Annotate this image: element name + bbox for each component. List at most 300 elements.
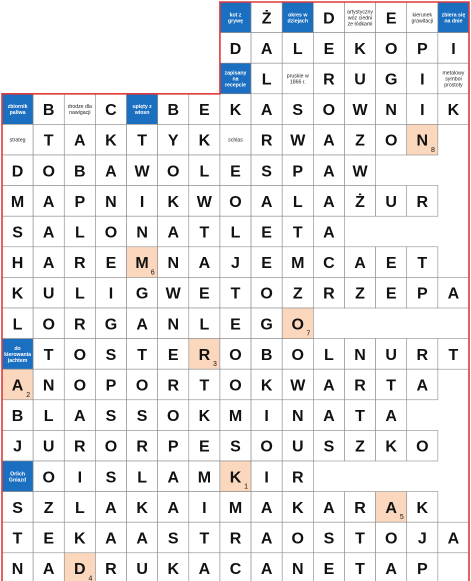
letter-cell <box>251 461 282 492</box>
cell-letter: R <box>354 377 366 395</box>
cell-letter: T <box>355 530 365 548</box>
cell-letter: O <box>291 316 304 334</box>
cell-letter: N <box>291 561 304 579</box>
cell-letter: D <box>323 10 335 28</box>
letter-cell <box>251 522 282 553</box>
letter-cell <box>127 277 158 308</box>
letter-cell <box>64 369 95 400</box>
letter-cell <box>64 155 95 186</box>
cell-letter: M <box>197 469 212 487</box>
letter-cell <box>251 63 282 94</box>
cell-letter: A <box>105 530 117 548</box>
cell-letter: J <box>13 438 23 456</box>
letter-cell <box>33 400 64 431</box>
cell-letter: W <box>290 132 306 150</box>
letter-cell <box>64 277 95 308</box>
letter-cell <box>33 155 64 186</box>
clue-text: kierowania <box>4 351 31 358</box>
letter-cell <box>33 553 64 581</box>
letter-cell <box>407 124 438 155</box>
cell-letter: A <box>11 377 24 395</box>
cell-letter: S <box>136 408 148 426</box>
cell-letter: Z <box>292 285 303 303</box>
clue-cell <box>282 63 313 94</box>
clue-text: na <box>232 76 239 83</box>
letter-cell <box>95 247 126 278</box>
cell-letter: L <box>43 408 54 426</box>
cell-letter: J <box>231 255 240 273</box>
clue-cell <box>438 63 469 94</box>
cell-letter: B <box>260 346 273 364</box>
solution-index: 8 <box>430 147 435 154</box>
clue-text: do <box>14 345 21 352</box>
letter-cell <box>33 522 64 553</box>
letter-cell <box>251 430 282 461</box>
cell-letter: Ż <box>355 193 365 211</box>
letter-cell <box>127 216 158 247</box>
letter-cell <box>407 492 438 523</box>
cell-letter: K <box>260 377 273 395</box>
cell-letter: P <box>105 377 117 395</box>
letter-cell <box>220 216 251 247</box>
cell-letter: S <box>292 102 304 120</box>
cell-letter: E <box>385 285 397 303</box>
solution-index: 4 <box>88 575 93 581</box>
cell-letter: T <box>417 255 428 273</box>
letter-cell <box>220 553 251 581</box>
letter-cell <box>33 461 64 492</box>
letter-cell <box>313 339 344 370</box>
letter-cell <box>95 461 126 492</box>
letter-cell <box>158 124 189 155</box>
letter-cell <box>344 339 375 370</box>
letter-cell <box>282 124 313 155</box>
cell-letter: I <box>77 469 83 487</box>
letter-cell <box>438 277 469 308</box>
cell-letter: E <box>199 102 210 120</box>
cell-letter: K <box>167 561 180 579</box>
cell-letter: N <box>167 255 180 273</box>
cell-letter: P <box>416 561 428 579</box>
letter-cell <box>189 216 220 247</box>
cell-letter: O <box>73 377 87 395</box>
cell-letter: N <box>291 408 304 426</box>
letter-cell <box>158 492 189 523</box>
letter-cell <box>95 308 126 339</box>
cell-letter: Y <box>167 132 179 150</box>
cell-letter: K <box>416 499 429 517</box>
letter-cell <box>189 247 220 278</box>
cell-letter: P <box>292 163 304 181</box>
cell-letter: K <box>447 102 460 120</box>
letter-cell <box>313 216 344 247</box>
cell-letter: R <box>105 561 117 579</box>
cell-letter: O <box>384 132 398 150</box>
clue-cell <box>407 2 438 33</box>
cell-letter: U <box>136 561 148 579</box>
cell-letter: M <box>135 255 149 273</box>
letter-cell <box>220 339 251 370</box>
cell-letter: W <box>134 163 150 181</box>
cell-letter: A <box>260 561 273 579</box>
letter-cell <box>220 308 251 339</box>
letter-cell <box>127 155 158 186</box>
letter-cell <box>95 339 126 370</box>
letter-cell <box>251 216 282 247</box>
cell-letter: R <box>198 346 211 364</box>
letter-cell <box>158 247 189 278</box>
letter-cell <box>220 33 251 64</box>
cell-letter: O <box>104 224 118 242</box>
letter-cell <box>2 308 33 339</box>
letter-cell <box>282 430 313 461</box>
letter-cell <box>313 430 344 461</box>
letter-cell <box>2 155 33 186</box>
cell-letter: U <box>42 438 55 456</box>
cell-letter: G <box>260 316 273 334</box>
letter-cell <box>407 247 438 278</box>
cell-letter: A <box>167 469 180 487</box>
cell-letter: K <box>229 469 242 487</box>
letter-cell <box>158 216 189 247</box>
cell-letter: B <box>11 408 24 426</box>
clue-text: artystyczny <box>347 9 374 16</box>
letter-cell <box>344 33 375 64</box>
cell-letter: U <box>291 438 304 456</box>
letter-cell <box>282 155 313 186</box>
cell-letter: L <box>137 469 147 487</box>
letter-cell <box>158 339 189 370</box>
cell-letter: I <box>202 499 207 517</box>
letter-cell <box>127 369 158 400</box>
cell-letter: N <box>354 346 366 364</box>
cell-letter: W <box>165 285 181 303</box>
cell-letter: S <box>105 469 117 487</box>
clue-text: okres w <box>288 12 308 19</box>
cell-letter: A <box>385 561 397 579</box>
cell-letter: E <box>199 285 210 303</box>
cell-letter: D <box>74 561 86 579</box>
cell-letter: N <box>136 224 148 242</box>
cell-letter: T <box>43 346 54 364</box>
cell-letter: N <box>385 102 397 120</box>
clue-cell <box>2 461 33 492</box>
cell-letter: E <box>43 530 55 548</box>
cell-letter: A <box>260 193 273 211</box>
cell-letter: A <box>167 499 180 517</box>
cell-letter: L <box>199 316 210 334</box>
cell-letter: A <box>136 530 148 548</box>
cell-letter: O <box>167 408 180 426</box>
cell-letter: O <box>291 530 304 548</box>
solution-index: 1 <box>244 483 249 491</box>
cell-letter: D <box>229 40 242 58</box>
cell-letter: M <box>228 408 243 426</box>
cell-letter: O <box>167 163 180 181</box>
clue-text: Gniazd <box>8 477 27 484</box>
clue-text: zbiornik <box>7 104 28 111</box>
letter-cell <box>33 430 64 461</box>
cell-letter: T <box>230 285 241 303</box>
letter-cell <box>376 277 407 308</box>
cell-letter: W <box>352 102 368 120</box>
letter-cell <box>376 553 407 581</box>
letter-cell <box>2 430 33 461</box>
cell-letter: T <box>355 561 365 579</box>
letter-cell <box>282 277 313 308</box>
clue-text: zbiera się <box>441 12 466 19</box>
cell-letter: S <box>167 530 179 548</box>
clue-cell <box>220 2 251 33</box>
letter-cell <box>344 94 375 125</box>
letter-cell <box>407 94 438 125</box>
letter-cell <box>64 522 95 553</box>
cell-letter: L <box>324 346 334 364</box>
cell-letter: T <box>292 224 303 242</box>
letter-cell <box>95 124 126 155</box>
letter-cell <box>344 522 375 553</box>
cell-letter: A <box>136 316 148 334</box>
cell-letter: P <box>416 285 428 303</box>
letter-cell <box>158 186 189 217</box>
cell-letter: K <box>354 40 366 58</box>
clue-text: dziejach <box>287 18 309 25</box>
cell-letter: Z <box>43 499 54 517</box>
letter-cell <box>313 247 344 278</box>
letter-cell <box>251 186 282 217</box>
cell-letter: Z <box>355 438 365 456</box>
cell-letter: G <box>135 285 149 303</box>
letter-cell <box>313 553 344 581</box>
letter-cell <box>33 186 64 217</box>
cell-letter: T <box>137 132 147 150</box>
cell-letter: L <box>12 316 23 334</box>
letter-cell <box>95 400 126 431</box>
letter-cell <box>2 553 33 581</box>
letter-cell <box>407 33 438 64</box>
clue-cell <box>220 124 251 155</box>
letter-cell <box>64 400 95 431</box>
solution-index: 7 <box>306 330 311 338</box>
cell-letter: E <box>385 255 397 273</box>
letter-cell <box>158 553 189 581</box>
cell-letter: T <box>355 408 365 426</box>
clue-text: schlas <box>228 137 243 144</box>
cell-letter: U <box>42 285 55 303</box>
cell-letter: U <box>385 193 397 211</box>
letter-cell <box>313 277 344 308</box>
solution-index: 3 <box>213 361 217 369</box>
letter-cell <box>220 400 251 431</box>
cell-letter: K <box>291 499 304 517</box>
clue-cell <box>2 124 33 155</box>
cell-letter: A <box>447 285 460 303</box>
cell-letter: G <box>104 316 118 334</box>
cell-letter: O <box>104 438 118 456</box>
cell-letter: L <box>292 193 303 211</box>
letter-cell <box>95 522 126 553</box>
letter-cell <box>407 369 438 400</box>
letter-cell <box>64 553 95 581</box>
letter-cell <box>189 369 220 400</box>
letter-cell <box>344 155 375 186</box>
cell-letter: A <box>260 102 273 120</box>
cell-letter: O <box>229 377 242 395</box>
cell-letter: O <box>229 193 242 211</box>
letter-cell <box>220 522 251 553</box>
cell-letter: A <box>416 377 429 395</box>
cell-letter: A <box>42 255 55 273</box>
clue-text: pruskie w <box>286 73 309 80</box>
letter-cell <box>376 94 407 125</box>
letter-cell <box>313 186 344 217</box>
cell-letter: M <box>291 255 305 273</box>
letter-cell <box>251 124 282 155</box>
cell-letter: U <box>354 71 366 89</box>
letter-cell <box>220 492 251 523</box>
letter-cell <box>2 186 33 217</box>
cell-letter: C <box>323 255 335 273</box>
cell-letter: R <box>291 469 304 487</box>
cell-letter: T <box>137 346 147 364</box>
letter-cell <box>189 186 220 217</box>
cell-letter: R <box>260 132 273 150</box>
letter-cell <box>282 461 313 492</box>
cell-letter: O <box>384 530 398 548</box>
letter-cell <box>251 277 282 308</box>
letter-cell <box>220 186 251 217</box>
letter-cell <box>189 400 220 431</box>
cell-letter: O <box>416 438 429 456</box>
letter-cell <box>438 94 469 125</box>
letter-cell <box>33 339 64 370</box>
cell-letter: O <box>322 102 336 120</box>
cell-letter: S <box>105 346 117 364</box>
cell-letter: O <box>135 377 149 395</box>
clue-cell <box>64 94 95 125</box>
letter-cell <box>282 522 313 553</box>
cell-letter: T <box>199 224 210 242</box>
clue-text: kot z <box>229 12 242 19</box>
clue-text: symbol <box>445 76 462 83</box>
cell-letter: I <box>108 285 114 303</box>
letter-cell <box>313 63 344 94</box>
cell-letter: A <box>260 530 273 548</box>
letter-cell <box>251 339 282 370</box>
cell-letter: I <box>451 40 456 58</box>
letter-cell <box>158 522 189 553</box>
letter-cell <box>376 186 407 217</box>
letter-cell <box>407 522 438 553</box>
letter-cell <box>33 124 64 155</box>
letter-cell <box>127 461 158 492</box>
cell-letter: S <box>323 530 335 548</box>
cell-letter: R <box>323 285 335 303</box>
cell-letter: H <box>11 255 24 273</box>
letter-cell <box>158 369 189 400</box>
cell-letter: A <box>260 40 273 58</box>
cell-letter: C <box>105 102 117 120</box>
cell-letter: A <box>323 163 335 181</box>
letter-cell <box>407 430 438 461</box>
cell-letter: K <box>229 102 242 120</box>
letter-cell <box>2 277 33 308</box>
cell-letter: M <box>10 193 25 211</box>
cell-letter: E <box>261 255 272 273</box>
cell-letter: L <box>74 224 85 242</box>
cell-letter: Ż <box>261 10 272 28</box>
cell-letter: A <box>105 499 117 517</box>
cell-letter: A <box>385 499 397 517</box>
cell-letter: A <box>42 193 55 211</box>
cell-letter: E <box>230 163 241 181</box>
cell-letter: A <box>105 163 117 181</box>
cell-letter: S <box>12 499 23 517</box>
cell-letter: P <box>416 40 428 58</box>
letter-cell <box>376 339 407 370</box>
cell-letter: A <box>198 255 211 273</box>
cell-letter: T <box>448 346 459 364</box>
letter-cell <box>189 277 220 308</box>
cell-letter: W <box>196 193 212 211</box>
cell-letter: I <box>420 102 425 120</box>
letter-cell <box>438 33 469 64</box>
cell-letter: E <box>323 40 335 58</box>
letter-cell <box>407 186 438 217</box>
letter-cell <box>33 216 64 247</box>
clue-text: wiosn <box>134 110 150 117</box>
cell-letter: R <box>74 255 86 273</box>
letter-cell <box>127 124 158 155</box>
letter-cell <box>313 155 344 186</box>
letter-cell <box>376 63 407 94</box>
cell-letter: T <box>386 377 397 395</box>
letter-cell <box>313 492 344 523</box>
letter-cell <box>95 492 126 523</box>
cell-letter: I <box>264 408 269 426</box>
letter-cell <box>2 492 33 523</box>
cell-letter: L <box>261 71 272 89</box>
clue-text: grawitacji <box>411 18 434 25</box>
letter-cell <box>376 247 407 278</box>
cell-letter: E <box>105 255 117 273</box>
letter-cell <box>33 247 64 278</box>
letter-cell <box>127 247 158 278</box>
cell-letter: S <box>105 408 117 426</box>
clue-text: Orlich <box>10 471 26 478</box>
clue-text: metalowy <box>442 70 465 77</box>
letter-cell <box>251 400 282 431</box>
cell-letter: O <box>384 40 398 58</box>
clue-text: na dnie <box>444 18 463 25</box>
cell-letter: E <box>230 316 241 334</box>
letter-cell <box>2 216 33 247</box>
letter-cell <box>95 553 126 581</box>
letter-cell <box>2 400 33 431</box>
letter-cell <box>282 553 313 581</box>
cell-letter: A <box>42 224 55 242</box>
letter-cell <box>33 369 64 400</box>
cell-letter: D <box>11 163 24 181</box>
letter-cell <box>251 2 282 33</box>
cell-letter: A <box>323 408 335 426</box>
letter-cell <box>438 522 469 553</box>
letter-cell <box>158 430 189 461</box>
letter-cell <box>344 553 375 581</box>
letter-cell <box>64 124 95 155</box>
cell-letter: K <box>105 132 117 150</box>
letter-cell <box>64 186 95 217</box>
